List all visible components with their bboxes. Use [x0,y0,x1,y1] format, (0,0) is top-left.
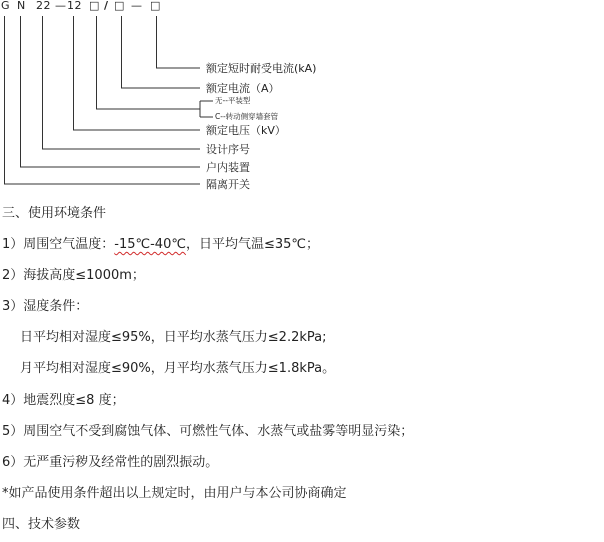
label-indoor: 户内装置 [206,161,250,174]
item-temperature-range: -15℃-40℃ [114,237,186,252]
model-dash-1: — [55,0,67,12]
item-vibration: 6）无严重污秽及经常性的剧烈振动。 [2,455,219,470]
label-design-number: 设计序号 [206,143,250,156]
usage-note: *如产品使用条件超出以上规定时，由用户与本公司协商确定 [2,486,347,501]
model-box-1: □ [89,0,100,12]
label-rated-current: 额定电流（A） [206,82,280,95]
section-4-title: 四、技术参数 [2,517,81,532]
model-box-2: □ [114,0,125,12]
line-rated-current [122,16,201,88]
item-temperature-suffix: ，日平均气温≤35℃； [185,237,319,252]
model-dash-2: — [131,0,143,12]
label-disconnect-switch: 隔离开关 [206,178,250,191]
label-rated-voltage: 额定电压（kV） [206,124,286,137]
item-humidity-monthly: 月平均相对湿度≤90%，月平均水蒸气压力≤1.8kPa。 [20,361,336,376]
model-box-3: □ [150,0,161,12]
item-temperature [2,237,319,253]
label-bushing-type: C--转动侧穿墙套管 [215,112,279,121]
item-seismic: 4）地震烈度≤8 度； [2,393,125,408]
line-rated-voltage [74,16,201,130]
item-pollution: 5）周围空气不受到腐蚀气体、可燃性气体、水蒸气或盐雾等明显污染； [2,424,414,439]
model-num-22: 22 [36,0,51,12]
item-temperature-prefix: 1）周围空气温度： [2,237,115,252]
model-code-diagram [0,0,604,200]
model-slash: / [104,0,109,12]
label-flat-type: 无--平装型 [215,96,251,105]
line-type [97,16,201,109]
model-num-12: 12 [67,0,82,12]
line-disconnect-switch [5,16,201,184]
label-short-time-current: 额定短时耐受电流(kA) [206,62,317,75]
section-3-title: 三、使用环境条件 [2,206,107,221]
leader-lines [0,0,604,200]
line-indoor [21,16,201,167]
model-char-g: G [1,0,11,12]
model-char-n: N [17,0,26,12]
item-humidity-daily: 日平均相对湿度≤95%，日平均水蒸气压力≤2.2kPa; [20,330,327,345]
line-short-time-current [157,16,201,68]
item-altitude: 2）海拔高度≤1000m； [2,268,145,283]
item-humidity: 3）湿度条件： [2,299,89,314]
